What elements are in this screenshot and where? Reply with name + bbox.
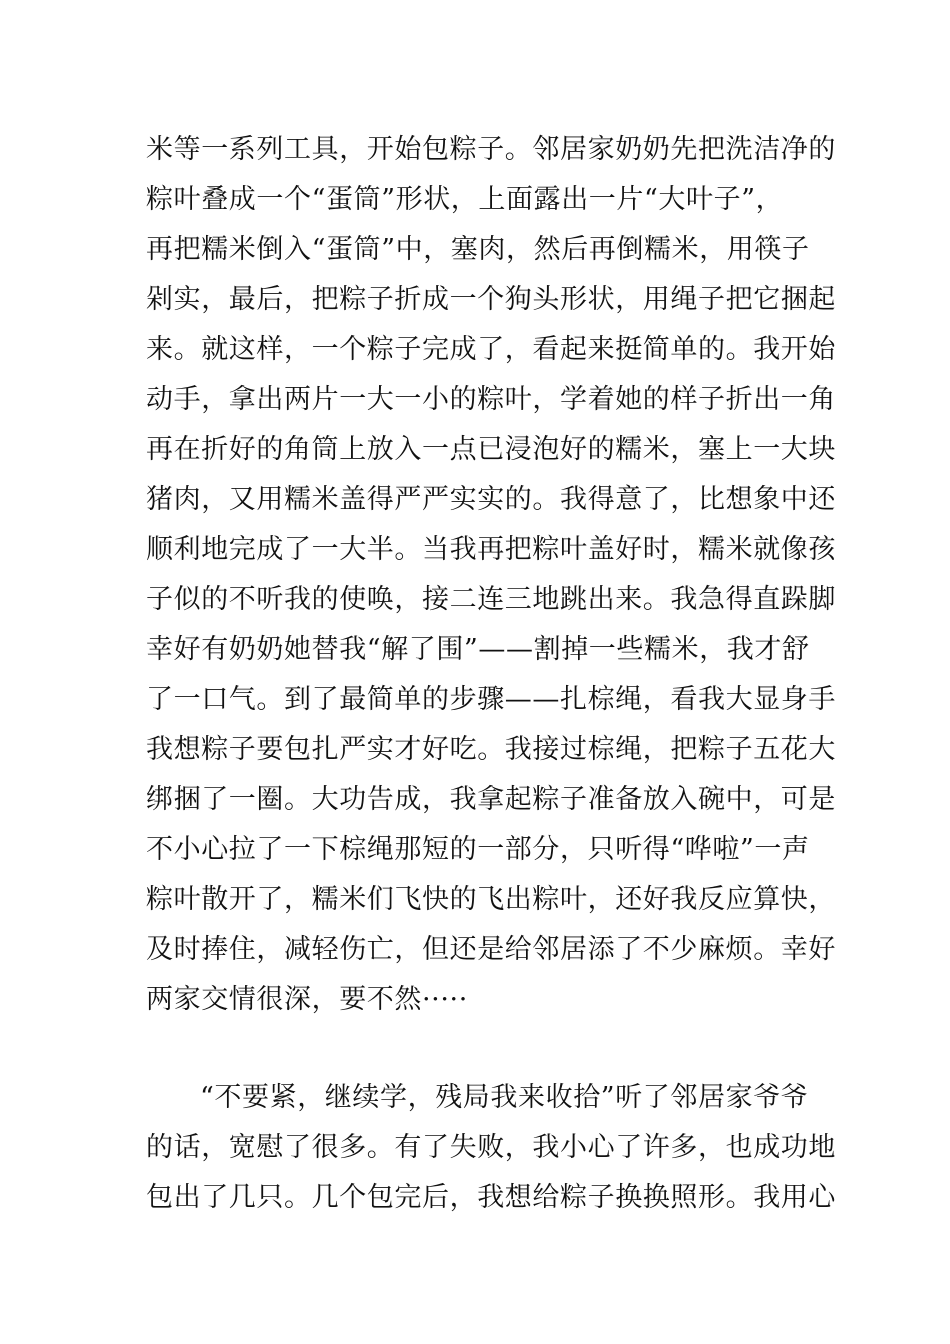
text-line: 不小心拉了一下棕绳那短的一部分，只听得“哗啦”一声 [146, 834, 810, 865]
text-line: 猪肉，又用糯米盖得严严实实的。我得意了，比想象中还 [146, 484, 836, 515]
text-line: 粽叶散开了，糯米们飞快的飞出粽叶，还好我反应算快， [146, 884, 836, 915]
text-line: 幸好有奶奶她替我“解了围”——割掉一些糯米，我才舒 [146, 634, 810, 665]
text-line: 再在折好的角筒上放入一点已浸泡好的糯米，塞上一大块 [146, 434, 836, 465]
text-line: 包出了几只。几个包完后，我想给粽子换换照形。我用心 [146, 1182, 836, 1213]
text-line: 我想粽子要包扎严实才好吃。我接过棕绳，把粽子五花大 [146, 734, 836, 765]
text-line: 米等一系列工具，开始包粽子。邻居家奶奶先把洗洁净的 [146, 134, 836, 165]
text-line: 顺利地完成了一大半。当我再把粽叶盖好时，糯米就像孩 [146, 534, 836, 565]
text-line: “不要紧，继续学，残局我来收拾”听了邻居家爷爷 [200, 1082, 809, 1113]
text-line: 动手，拿出两片一大一小的粽叶，学着她的样子折出一角 [146, 384, 836, 415]
text-line: 及时捧住，减轻伤亡，但还是给邻居添了不少麻烦。幸好 [146, 934, 836, 965]
text-line: 两家交情很深，要不然····· [146, 984, 468, 1015]
text-line: 的话，宽慰了很多。有了失败，我小心了许多，也成功地 [146, 1132, 836, 1163]
text-line: 子似的不听我的使唤，接二连三地跳出来。我急得直跺脚 [146, 584, 836, 615]
text-line: 再把糯米倒入“蛋筒”中，塞肉，然后再倒糯米，用筷子 [146, 234, 810, 265]
text-line: 来。就这样，一个粽子完成了，看起来挺简单的。我开始 [146, 334, 836, 365]
text-line: 了一口气。到了最简单的步骤——扎棕绳，看我大显身手 [146, 684, 836, 715]
text-line: 剁实，最后，把粽子折成一个狗头形状，用绳子把它捆起 [146, 284, 836, 315]
text-line: 粽叶叠成一个“蛋筒”形状，上面露出一片“大叶子”， [146, 184, 784, 215]
text-line: 绑捆了一圈。大功告成，我拿起粽子准备放入碗中，可是 [146, 784, 836, 815]
